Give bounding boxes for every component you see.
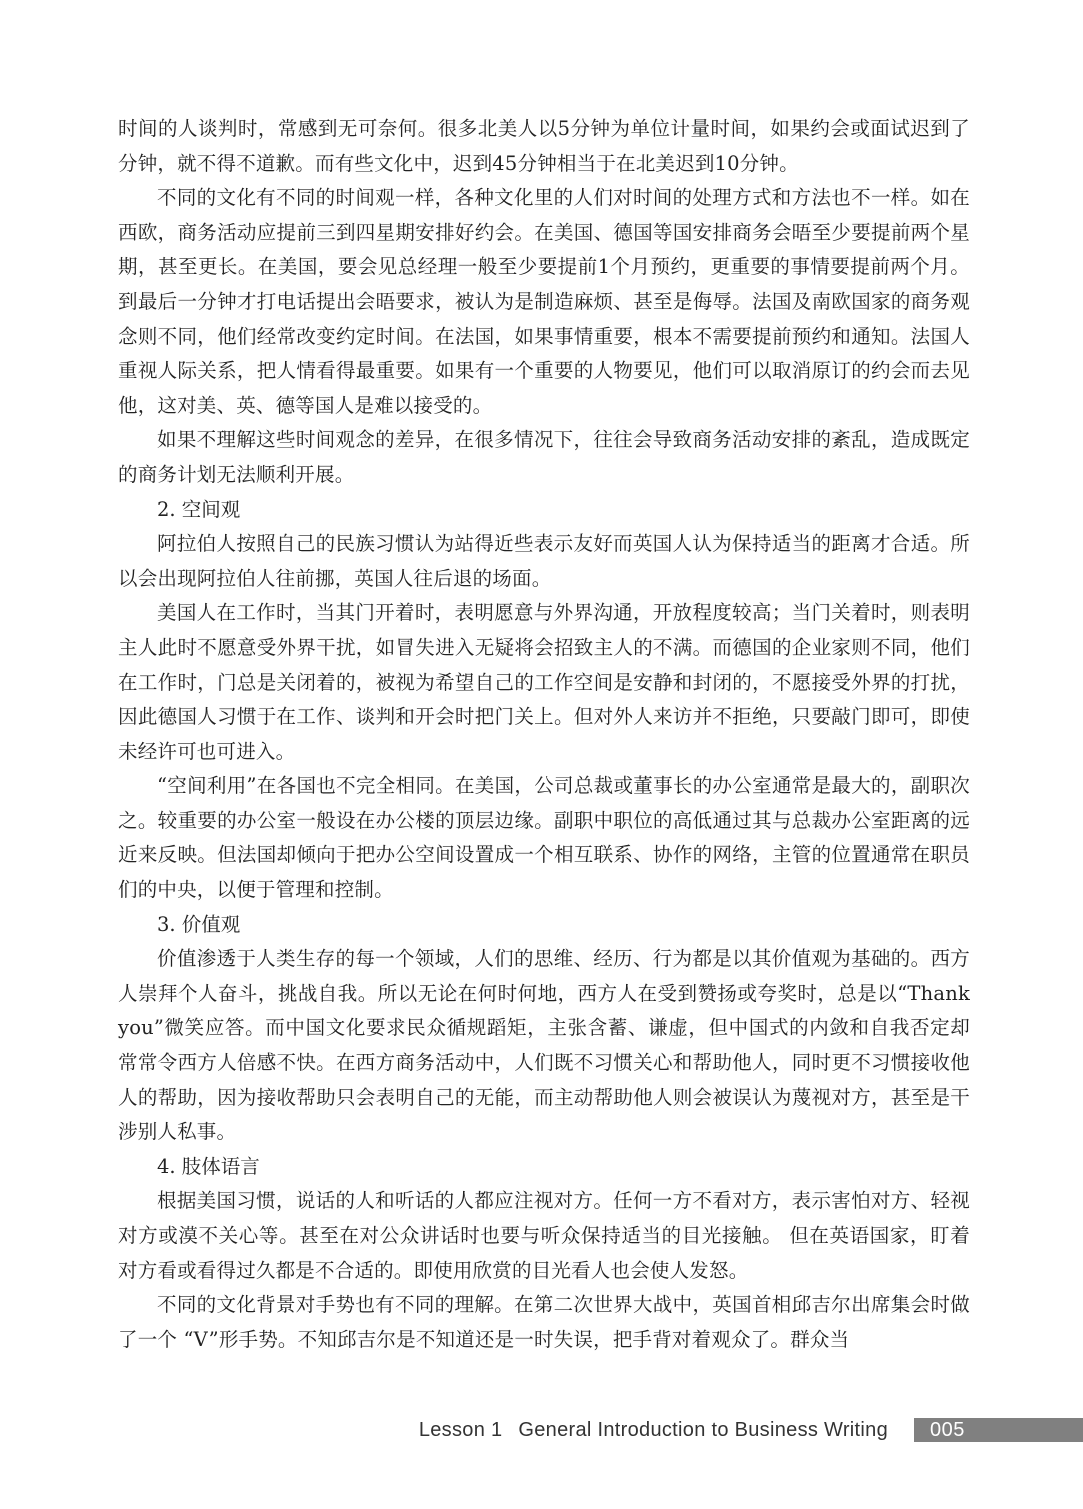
footer-title: General Introduction to Business Writing	[518, 1419, 888, 1441]
paragraph-space-offices: “空间利用”在各国也不完全相同。在美国，公司总裁或董事长的办公室通常是最大的，副职次之。较重要的办公室一般设在办公楼的顶层边缘。副职中职位的高低通过其与总裁办公室距离的远近来反映。但法国却倾向于把办公空间设置成一个相互联系、协作的网络，主管的位置通常在职员们的中央，以便于管理和控制。	[118, 774, 970, 902]
section-heading-body-language: 4. 肢体语言	[157, 1154, 260, 1178]
paragraph-space-doors: 美国人在工作时，当其门开着时，表明愿意与外界沟通，开放程度较高；当门关着时，则表明主人此时不愿意受外界干扰，如冒失进入无疑将会招致主人的不满。而德国的企业家则不同，他们在工作时，门总是关闭着的，被视为希望自己的工作空间是安静和封闭的，不愿接受外界的打扰，因此德国人习惯于在工作、谈判和开会时把门关上。但对外人来访并不拒绝，只要敲门即可，即使未经许可也可进入。	[118, 601, 970, 763]
paragraph-time-conclusion: 如果不理解这些时间观念的差异，在很多情况下，往往会导致商务活动安排的紊乱，造成既定的商务计划无法顺利开展。	[118, 428, 970, 486]
paragraph-time-appointments: 不同的文化有不同的时间观一样，各种文化里的人们对时间的处理方式和方法也不一样。如在西欧，商务活动应提前三到四星期安排好约会。在美国、德国等国安排商务会晤至少要提前两个星期，甚至更长。在美国，要会见总经理一般至少要提前1个月预约，更重要的事情要提前两个月。到最后一分钟才打电话提出会晤要求，被认为是制造麻烦、甚至是侮辱。法国及南欧国家的商务观念则不同，他们经常改变约定时间。在法国，如果事情重要，根本不需要提前预约和通知。法国人重视人际关系，把人情看得最重要。如果有一个重要的人物要见，他们可以取消原订的约会而去见他，这对美、英、德等国人是难以接受的。	[118, 186, 970, 417]
paragraph-values: 价值渗透于人类生存的每一个领域，人们的思维、经历、行为都是以其价值观为基础的。西方人崇拜个人奋斗，挑战自我。所以无论在何时何地，西方人在受到赞扬或夸奖时，总是以“Thank you”微笑应答。而中国文化要求民众循规蹈矩，主张含蓄、谦虚，但中国式的内敛和自我否定却常常令西方人倍感不快。在西方商务活动中，人们既不习惯关心和帮助他人，同时更不习惯接收他人的帮助，因为接收帮助只会表明自己的无能，而主动帮助他人则会被误认为蔑视对方，甚至是干涉别人私事。	[118, 947, 970, 1144]
section-heading-space: 2. 空间观	[157, 497, 241, 521]
page-number-box	[914, 1418, 1083, 1442]
page-number: 005	[930, 1419, 965, 1441]
paragraph-space-distance: 阿拉伯人按照自己的民族习惯认为站得近些表示友好而英国人认为保持适当的距离才合适。所以会出现阿拉伯人往前挪，英国人往后退的场面。	[118, 532, 970, 590]
footer-lesson: Lesson 1	[418, 1419, 503, 1441]
page-footer	[0, 1414, 1083, 1446]
paragraph-gestures: 不同的文化背景对手势也有不同的理解。在第二次世界大战中，英国首相邱吉尔出席集会时做了一个 “V”形手势。不知邱吉尔是不知道还是一时失误，把手背对着观众了。群众当	[118, 1293, 970, 1351]
section-heading-values: 3. 价值观	[157, 912, 241, 936]
paragraph-time-continued: 时间的人谈判时，常感到无可奈何。很多北美人以5分钟为单位计量时间，如果约会或面试迟到了分钟，就不得不道歉。而有些文化中，迟到45分钟相当于在北美迟到10分钟。	[118, 117, 970, 175]
page-body	[118, 112, 970, 1357]
running-footer	[419, 1417, 888, 1443]
paragraph-eye-contact: 根据美国习惯，说话的人和听话的人都应注视对方。任何一方不看对方，表示害怕对方、轻视对方或漠不关心等。甚至在对公众讲话时也要与听众保持适当的目光接触。 但在英语国家，盯着对方看或看得过久都是不合适的。即使用欣赏的目光看人也会使人发怒。	[118, 1189, 970, 1282]
